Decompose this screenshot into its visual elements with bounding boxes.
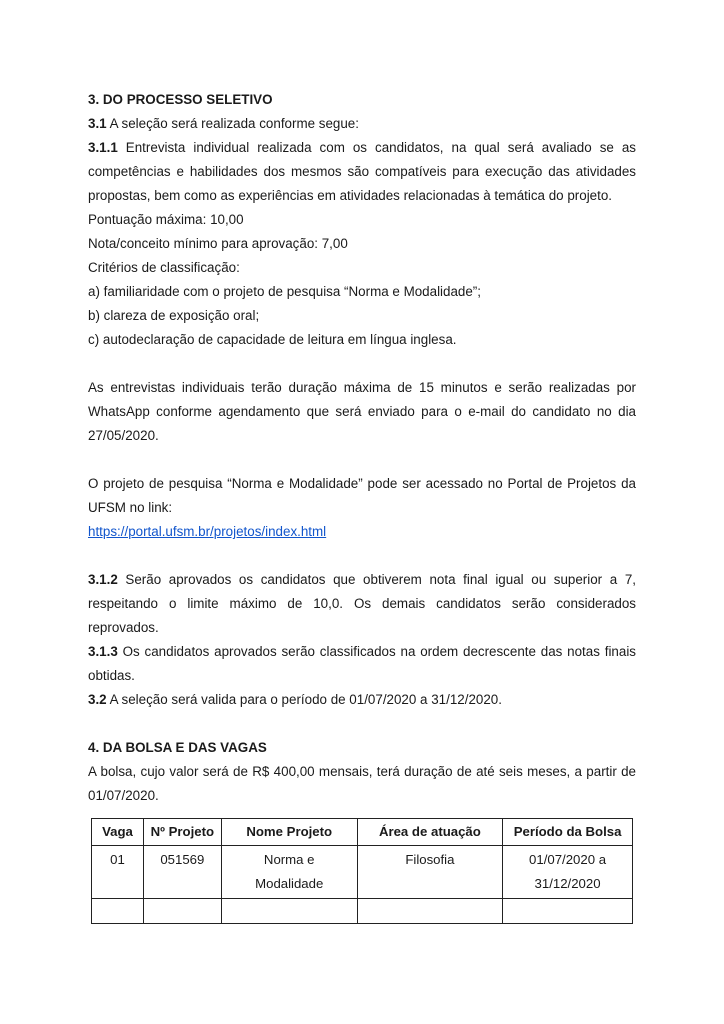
header-project-number: Nº Projeto [143, 819, 221, 846]
table-row [92, 846, 633, 899]
header-vaga: Vaga [92, 819, 144, 846]
header-area: Área de atuação [357, 819, 502, 846]
clause-3-1-1-line3: propostas, bem como as experiências em atividades relacionadas à temática do projeto. [88, 188, 613, 203]
max-score: Pontuação máxima: 10,00 [88, 212, 244, 227]
header-period: Período da Bolsa [503, 819, 633, 846]
cell-area: Filosofia [357, 846, 502, 899]
header-project-name: Nome Projeto [221, 819, 357, 846]
criteria-item: a) familiaridade com o projeto de pesquisa “Norma e Modalidade”; [88, 284, 481, 299]
clause-3-2: 3.2 A seleção será valida para o período de 01/07/2020 a 31/12/2020. [88, 692, 502, 707]
clause-3-1-1-line1: 3.1.1 Entrevista individual realizada com os candidatos, na qual será avaliado se as [88, 140, 636, 155]
section-3-heading: 3. DO PROCESSO SELETIVO [88, 92, 273, 107]
cell-project-number: 051569 [143, 846, 221, 899]
table-header-row [92, 819, 633, 846]
clause-3-1: 3.1 A seleção será realizada conforme segue: [88, 116, 359, 131]
interview-line1: As entrevistas individuais terão duração máxima de 15 minutos e serão realizadas por [88, 380, 636, 395]
clause-3-1-2-line2: respeitando o limite máximo de 10,0. Os demais candidatos serão considerados [88, 596, 636, 611]
criteria-item: b) clareza de exposição oral; [88, 308, 260, 323]
document-page [88, 88, 636, 808]
min-score: Nota/conceito mínimo para aprovação: 7,00 [88, 236, 348, 251]
clause-3-1-3-line2: obtidas. [88, 668, 135, 683]
clause-3-1-2-line3: reprovados. [88, 620, 159, 635]
scholarship-line2: 01/07/2020. [88, 788, 159, 803]
criteria-item: c) autodeclaração de capacidade de leitura em língua inglesa. [88, 332, 457, 347]
vacancies-table [91, 818, 633, 924]
clause-3-1-2-line1: 3.1.2 Serão aprovados os candidatos que obtiverem nota final igual ou superior a 7, [88, 572, 636, 587]
clause-3-1-1-line2: competências e habilidades dos mesmos são compatíveis para execução das atividades [88, 164, 636, 179]
cell-vaga: 01 [92, 846, 144, 899]
interview-line2: WhatsApp conforme agendamento que será enviado para o e-mail do candidato no dia [88, 404, 636, 419]
cell-project-name: Norma e Modalidade [221, 846, 357, 899]
project-portal-link[interactable]: https://portal.ufsm.br/projetos/index.html [88, 524, 327, 539]
scholarship-line1: A bolsa, cujo valor será de R$ 400,00 mensais, terá duração de até seis meses, a partir de [88, 764, 636, 779]
clause-3-1-3-line1: 3.1.3 Os candidatos aprovados serão classificados na ordem decrescente das notas finais [88, 644, 636, 659]
section-4-heading: 4. DA BOLSA E DAS VAGAS [88, 740, 267, 755]
project-line2: UFSM no link: [88, 500, 173, 515]
criteria-label: Critérios de classificação: [88, 260, 240, 275]
project-line1: O projeto de pesquisa “Norma e Modalidade” pode ser acessado no Portal de Projetos da [88, 476, 636, 491]
cell-period: 01/07/2020 a 31/12/2020 [503, 846, 633, 899]
interview-line3: 27/05/2020. [88, 428, 159, 443]
table-row-empty [92, 899, 633, 924]
